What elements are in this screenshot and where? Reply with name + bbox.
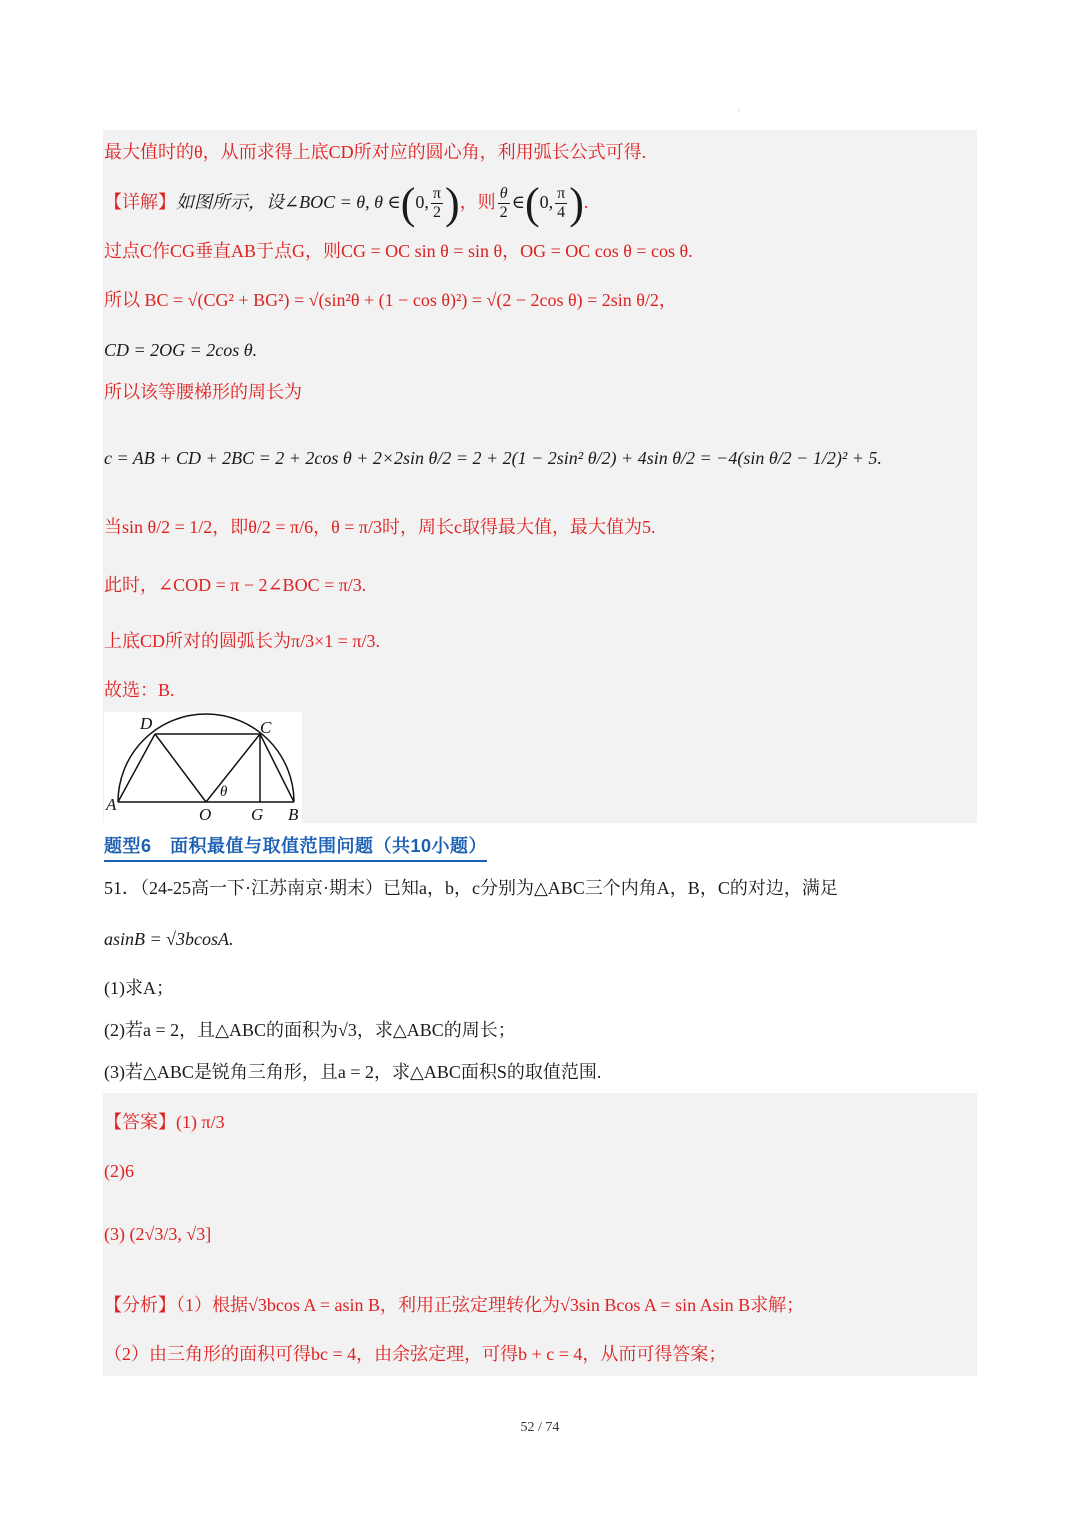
answer-1: (1) π/3 xyxy=(176,1112,225,1132)
solution-arc-line: 上底CD所对的圆弧长为π/3×1 = π/3. xyxy=(104,631,380,651)
answer-line-3: (3) (2√3/3, √3] xyxy=(104,1224,212,1244)
answer-line-2: (2)6 xyxy=(104,1161,134,1181)
trapezoid-semicircle-figure xyxy=(104,712,302,824)
label-theta: θ xyxy=(220,784,228,800)
detail-text: 如图所示，设∠BOC = θ, θ ∈ xyxy=(176,192,401,212)
radius-oc xyxy=(206,734,260,802)
section-heading: 题型6 面积最值与取值范围问题（共10小题） xyxy=(104,832,487,862)
header-tick: ' xyxy=(738,108,740,117)
analysis-tag: 【分析】 xyxy=(104,1295,176,1315)
answer-tag: 【答案】 xyxy=(104,1112,176,1132)
solution-bc-line: 所以 BC = √(CG² + BG²) = √(sin²θ + (1 − cos θ)²) = √(2 − 2cos θ) = 2sin θ/2， xyxy=(104,290,677,310)
solution-c-line: c = AB + CD + 2BC = 2 + 2cos θ + 2×2sin θ/2 = 2 + 2(1 − 2sin² θ/2) + 4sin θ/2 = −4(sin θ/2 − 1/2)² + 5. xyxy=(104,448,882,468)
solution-intro: 最大值时的θ，从而求得上底CD所对应的圆心角，利用弧长公式可得. xyxy=(104,142,647,162)
label-c: C xyxy=(260,718,272,737)
question-51-condition: asinB = √3bcosA. xyxy=(104,929,234,949)
answer-line-1 xyxy=(104,1100,225,1144)
label-d: D xyxy=(140,714,153,733)
label-o: O xyxy=(199,805,212,824)
solution-when-line: 当sin θ/2 = 1/2，即θ/2 = π/6，θ = π/3时，周长c取得最大值，最大值为5. xyxy=(104,517,656,537)
question-51-part-2: (2)若a = 2，且△ABC的面积为√3，求△ABC的周长； xyxy=(104,1020,516,1040)
page-number: 52 / 74 xyxy=(520,1420,560,1435)
analysis-1: （1）根据√3bcos A = asin B，利用正弦定理转化为√3sin Bcos A = sin Asin B求解； xyxy=(176,1295,805,1315)
solution-choose-line: 故选：B. xyxy=(104,680,175,700)
detail-tag: 【详解】 xyxy=(104,192,176,212)
radius-od xyxy=(155,734,206,802)
question-51-part-3: (3)若△ABC是锐角三角形，且a = 2，求△ABC面积S的取值范围. xyxy=(104,1062,602,1082)
label-b: B xyxy=(288,805,299,824)
question-51-stem: 51．（24-25高一下·江苏南京·期末）已知a，b，c分别为△ABC三个内角A，B，C的对边，满足 xyxy=(104,878,838,898)
analysis-line-1 xyxy=(104,1293,804,1317)
solution-perp-line: 过点C作CG垂直AB于点G，则CG = OC sin θ = sin θ，OG = OC cos θ = cos θ. xyxy=(104,241,693,261)
side-ad xyxy=(118,734,155,802)
solution-detail-line: 【详解】如图所示，设∠BOC = θ, θ ∈(0, $\frac{\pi}{2}$ )，则 $\frac{\theta}{2}$ ∈(0, $\frac{\pi}{4}$ ). xyxy=(104,178,589,228)
answer-box xyxy=(103,1093,977,1376)
detail-then: ，则 xyxy=(459,192,496,212)
side-cb xyxy=(260,734,294,802)
solution-cod-line: 此时，∠COD = π − 2∠BOC = π/3. xyxy=(104,575,367,595)
question-51-part-1: (1)求A； xyxy=(104,978,174,998)
label-a: A xyxy=(106,795,117,814)
solution-perimeter-label: 所以该等腰梯形的周长为 xyxy=(104,382,302,402)
analysis-line-2: （2）由三角形的面积可得bc = 4，由余弦定理，可得b + c = 4，从而可得答案； xyxy=(104,1344,727,1364)
label-g: G xyxy=(251,805,264,824)
solution-cd-line: CD = 2OG = 2cos θ. xyxy=(104,340,258,360)
